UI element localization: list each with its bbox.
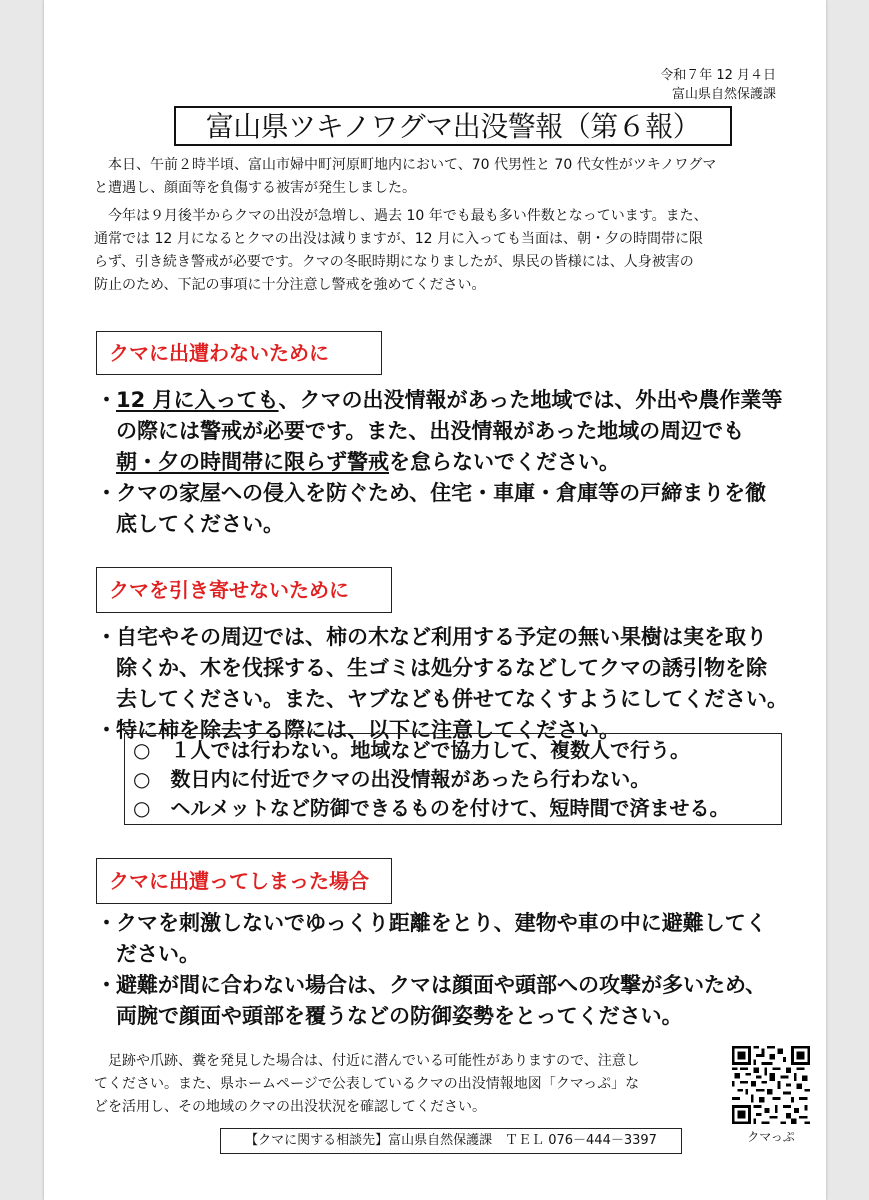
qr-code-graphic <box>732 1046 810 1124</box>
text-line: の際には警戒が必要です。また、出没情報があった地域の周辺でも <box>116 419 745 443</box>
section-heading-avoid-encounter: クマに出遭わないために <box>96 331 382 375</box>
list-item <box>94 970 814 1032</box>
page-title: 富山県ツキノワグマ出没警報（第６報） <box>174 106 732 146</box>
text-line: と遭遇し、顔面等を負傷する被害が発生しました。 <box>94 180 416 196</box>
intro-paragraph-2 <box>94 205 794 297</box>
text-line <box>116 447 814 478</box>
list-item <box>94 622 814 715</box>
issue-date: 令和７年 12 月４日 <box>660 68 776 83</box>
text-line: らず、引き続き警戒が必要です。クマの冬眠時期になりましたが、県民の皆様には、人身被害の <box>94 254 694 270</box>
text-line: 除くか、木を伐採する、生ゴミは処分するなどしてクマの誘引物を除 <box>116 656 767 680</box>
underlined-text: 12 月に入っても <box>116 388 279 412</box>
bullet-mark: ・ <box>96 911 117 935</box>
text-span: 、クマの出没情報があった地域では、外出や農作業等 <box>278 388 783 412</box>
underlined-text: 朝・夕の時間帯に限らず警戒 <box>116 450 389 474</box>
caution-item: ○ ヘルメットなど防御できるものを付けて、短時間で済ませる。 <box>133 796 730 820</box>
contact-info-box: 【クマに関する相談先】富山県自然保護課 ＴＥＬ 076－444－3397 <box>220 1128 682 1154</box>
text-line: どを活用し、その地域のクマの出没状況を確認してください。 <box>94 1099 486 1115</box>
text-span: を怠らないでください。 <box>389 450 620 474</box>
text-line: 足跡や爪跡、糞を発見した場合は、付近に潜んでいる可能性がありますので、注意し <box>94 1053 640 1069</box>
section-dont-attract-list <box>94 622 814 746</box>
section-heading-if-encountered: クマに出遭ってしまった場合 <box>96 858 392 904</box>
footer-notice <box>94 1050 734 1119</box>
text-line: 特に柿を除去する際には、以下に注意してください。 <box>116 718 620 742</box>
text-line: クマの家屋への侵入を防ぐため、住宅・車庫・倉庫等の戸締まりを徹 <box>116 481 767 505</box>
document-page <box>44 0 826 1200</box>
section-heading-dont-attract: クマを引き寄せないために <box>96 567 392 613</box>
text-line: 避難が間に合わない場合は、クマは顔面や頭部への攻撃が多いため、 <box>116 973 767 997</box>
caution-item: ○ １人では行わない。地域などで協力して、複数人で行う。 <box>133 738 691 762</box>
text-line: 底してください。 <box>116 512 284 536</box>
qr-code-label: クマっぷ <box>747 1130 795 1144</box>
list-item <box>94 478 814 540</box>
bullet-mark: ・ <box>96 388 117 412</box>
text-line: 本日、午前２時半頃、富山市婦中町河原町地内において、70 代男性と 70 代女性がツキノワグマ <box>94 157 717 173</box>
bullet-mark: ・ <box>96 973 117 997</box>
text-line: 自宅やその周辺では、柿の木など利用する予定の無い果樹は実を取り <box>116 625 767 649</box>
caution-item: ○ 数日内に付近でクマの出没情報があったら行わない。 <box>133 767 651 791</box>
text-line: クマを刺激しないでゆっくり距離をとり、建物や車の中に避難してく <box>116 911 767 935</box>
list-item <box>94 385 814 478</box>
text-line: ださい。 <box>116 942 200 966</box>
text-line <box>116 385 814 416</box>
section-if-encountered-list <box>94 908 814 1032</box>
bullet-mark: ・ <box>96 625 117 649</box>
section-avoid-encounter-list <box>94 385 814 540</box>
persimmon-caution-box <box>124 733 782 825</box>
intro-paragraph-1 <box>94 154 794 200</box>
text-line: 通常では 12 月になるとクマの出没は減りますが、12 月に入っても当面は、朝・夕の時間帯に限 <box>94 231 703 247</box>
issuing-department: 富山県自然保護課 <box>671 87 776 102</box>
document-date-block <box>660 66 776 104</box>
text-line: 防止のため、下記の事項に十分注意し警戒を強めてください。 <box>94 277 486 293</box>
text-line: 去してください。また、ヤブなども併せてなくすようにしてください。 <box>116 687 788 711</box>
qr-code-icon[interactable] <box>732 1046 810 1124</box>
bullet-mark: ・ <box>96 718 117 742</box>
list-item <box>94 908 814 970</box>
text-line: 今年は９月後半からクマの出没が急増し、過去 10 年でも最も多い件数となっています。また、 <box>94 208 708 224</box>
text-line: てください。また、県ホームページで公表しているクマの出没情報地図「クマっぷ」な <box>94 1076 640 1092</box>
bullet-mark: ・ <box>96 481 117 505</box>
text-line: 両腕で顔面や頭部を覆うなどの防御姿勢をとってください。 <box>116 1004 683 1028</box>
